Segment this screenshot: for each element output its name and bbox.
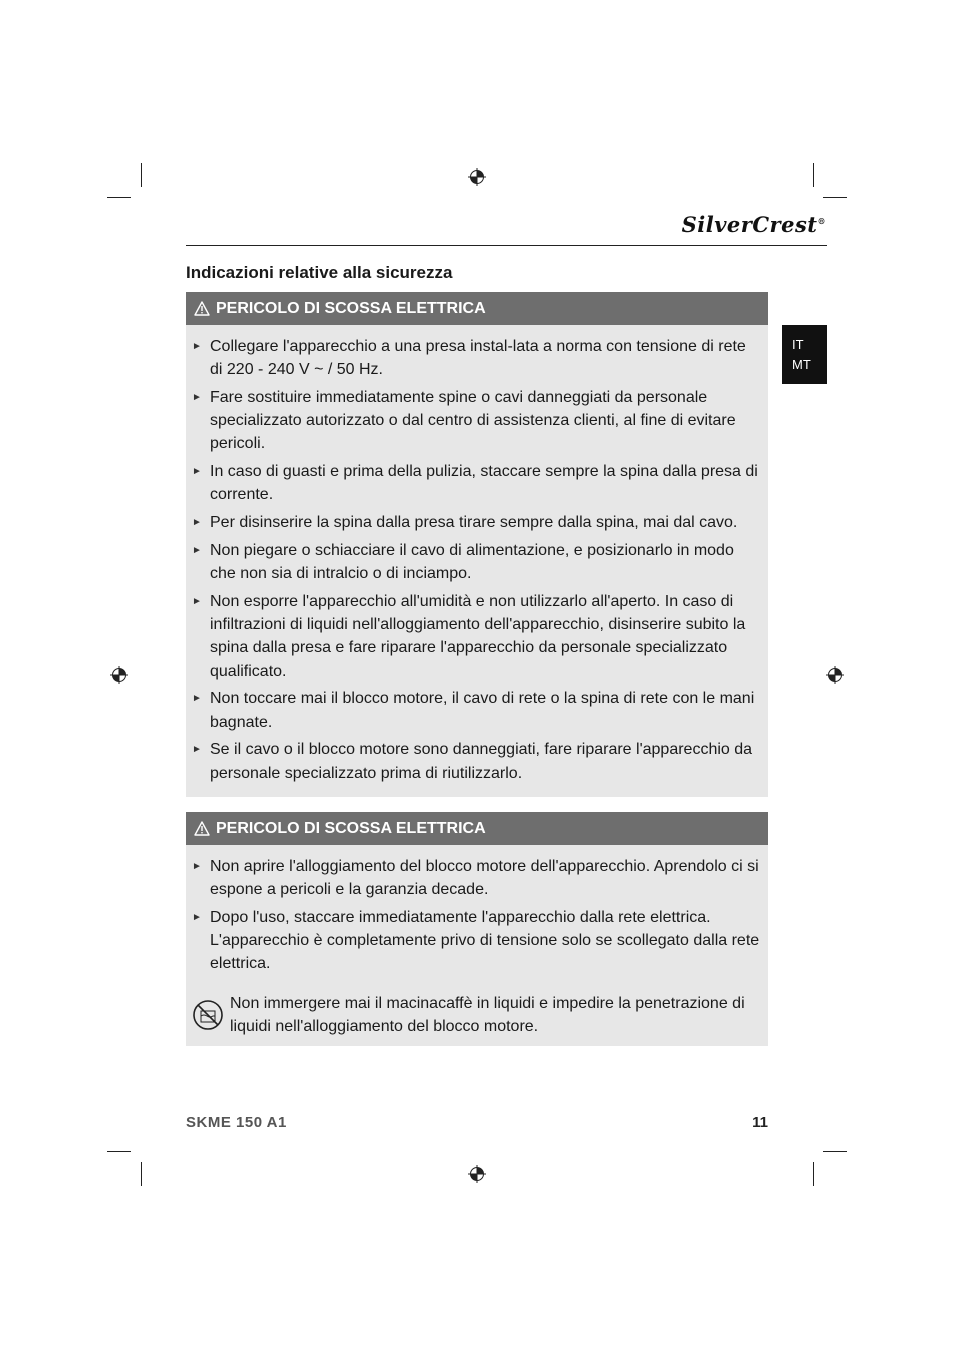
list-item-text: Non piegare o schiacciare il cavo di alimentazione, e posizionarlo in modo che non sia di intralcio o di inciampo. <box>210 542 734 583</box>
header-rule <box>186 245 827 246</box>
crop-mark <box>141 163 142 187</box>
bullet-arrow-icon: ► <box>192 545 202 556</box>
language-code-mt: MT <box>792 357 811 372</box>
list-item-text: Se il cavo o il blocco motore sono danneggiati, fare riparare l'apparecchio da personale specializzato prima di riutilizzarlo. <box>210 741 753 782</box>
crop-mark <box>813 163 814 187</box>
no-immersion-note <box>186 992 768 1046</box>
bullet-arrow-icon: ► <box>192 466 202 478</box>
list-item <box>192 906 762 976</box>
brand-registered-mark: ® <box>817 216 826 226</box>
warning-triangle-icon <box>194 301 210 316</box>
bullet-arrow-icon: ► <box>192 744 202 756</box>
crop-mark <box>141 1162 142 1186</box>
warning-list <box>186 325 768 797</box>
bullet-arrow-icon: ► <box>192 341 202 352</box>
bullet-arrow-icon: ► <box>192 861 202 872</box>
list-item-text: In caso di guasti e prima della pulizia, staccare sempre la spina dalla presa di corrente. <box>210 463 758 504</box>
crop-mark <box>107 1151 131 1152</box>
bullet-arrow-icon: ► <box>192 392 202 403</box>
crop-mark <box>823 197 847 198</box>
list-item-text: Non esporre l'apparecchio all'umidità e non utilizzarlo all'aperto. In caso di infiltrazioni di liquidi nell'alloggiamento dell'apparecchio, disinserire subito la spina dalla presa e fare riparare l'apparecchio da personale specializzato qualificato. <box>210 593 746 680</box>
list-item-text: Collegare l'apparecchio a una presa instal-lata a norma con tensione di rete di 220 - 240 V ~ / 50 Hz. <box>210 338 746 379</box>
brand-logo <box>682 212 826 237</box>
bullet-arrow-icon: ► <box>192 912 202 923</box>
list-item <box>192 855 762 901</box>
list-item-text: Non aprire l'alloggiamento del blocco motore dell'apparecchio. Aprendolo ci si espone a pericoli e la garanzia decade. <box>210 858 759 899</box>
footer-model-number: SKME 150 A1 <box>186 1114 287 1131</box>
list-item <box>192 687 762 733</box>
registration-mark-icon <box>468 168 486 186</box>
warning-list <box>186 845 768 976</box>
registration-mark-icon <box>110 666 128 684</box>
crop-mark <box>813 1162 814 1186</box>
page-number: 11 <box>752 1114 768 1131</box>
list-item <box>192 386 762 456</box>
registration-mark-icon <box>826 666 844 684</box>
crop-mark <box>107 197 131 198</box>
brand-name: SilverCrest <box>681 212 818 237</box>
note-text: Non immergere mai il macinacaffè in liquidi e impedire la penetrazione di liquidi nell'alloggiamento del blocco motore. <box>230 994 745 1035</box>
crop-mark <box>823 1151 847 1152</box>
list-item-text: Non toccare mai il blocco motore, il cavo di rete o la spina di rete con le mani bagnate. <box>210 690 755 731</box>
registration-mark-icon <box>468 1165 486 1183</box>
section-title: Indicazioni relative alla sicurezza <box>186 263 453 282</box>
language-tab <box>782 325 827 384</box>
warning-box-2 <box>186 812 768 1046</box>
language-code-it: IT <box>792 337 804 352</box>
no-immersion-icon <box>192 999 224 1031</box>
bullet-arrow-icon: ► <box>192 596 202 607</box>
warning-title: PERICOLO DI SCOSSA ELETTRICA <box>216 819 486 837</box>
list-item <box>192 460 762 506</box>
warning-title: PERICOLO DI SCOSSA ELETTRICA <box>216 299 486 317</box>
list-item-text: Fare sostituire immediatamente spine o cavi danneggiati da personale specializzato autorizzato o dal centro di assistenza clienti, al fine di evitare pericoli. <box>210 389 736 453</box>
warning-header <box>186 812 768 845</box>
list-item <box>192 539 762 585</box>
list-item <box>192 335 762 381</box>
list-item-text: Dopo l'uso, staccare immediatamente l'apparecchio dalla rete elettrica. L'apparecchio è completamente privo di tensione solo se scollegato dalla rete elettrica. <box>210 909 760 973</box>
list-item <box>192 511 762 534</box>
bullet-arrow-icon: ► <box>192 517 202 529</box>
warning-box-1 <box>186 292 768 797</box>
list-item-text: Per disinserire la spina dalla presa tirare sempre dalla spina, mai dal cavo. <box>210 514 738 532</box>
warning-triangle-icon <box>194 821 210 836</box>
list-item <box>192 738 762 784</box>
bullet-arrow-icon: ► <box>192 693 202 705</box>
list-item <box>192 590 762 683</box>
warning-header <box>186 292 768 325</box>
